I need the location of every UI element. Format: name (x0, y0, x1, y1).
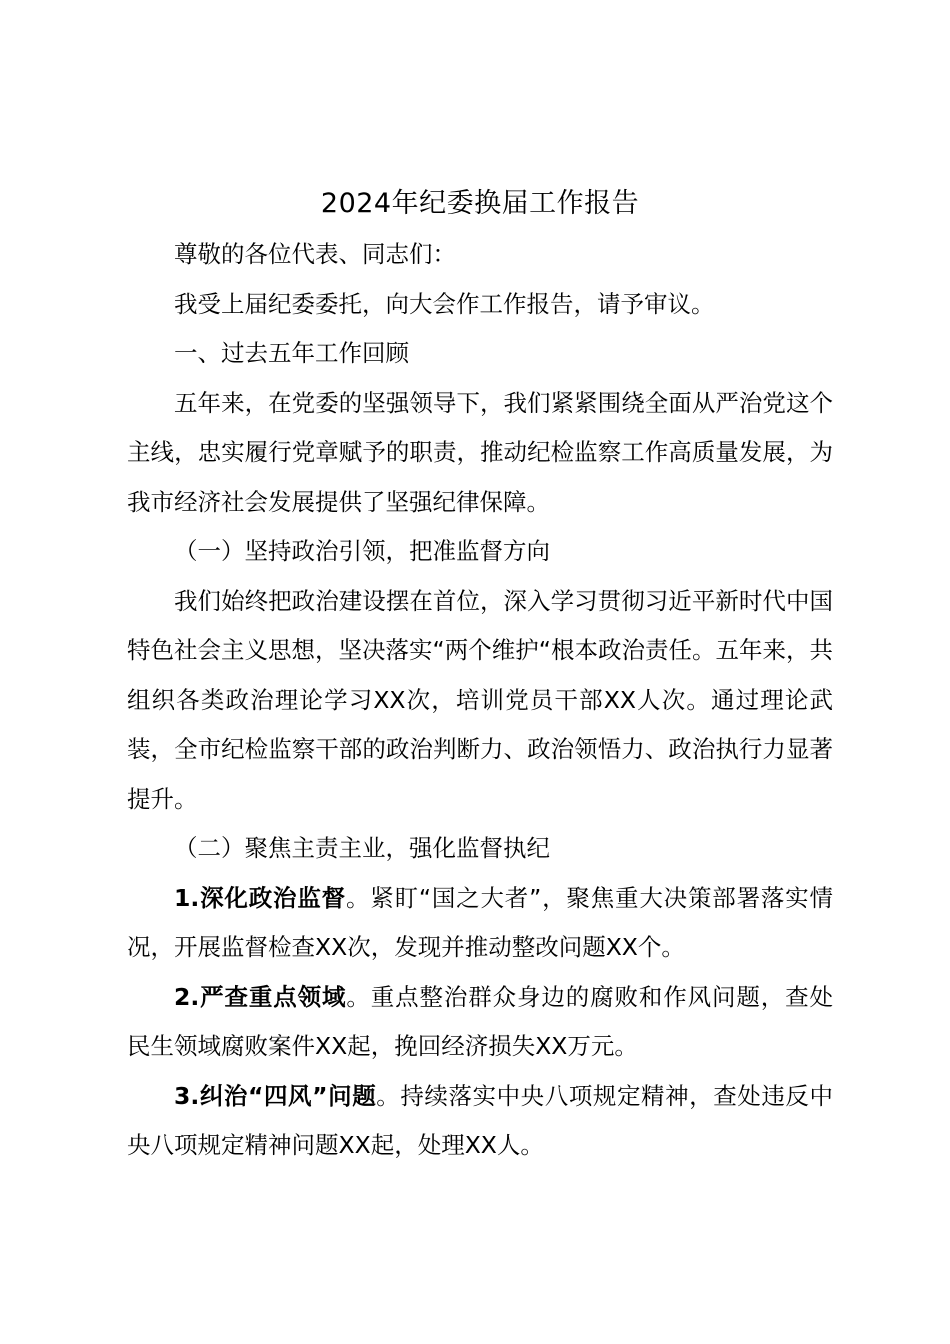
list-item-lead: 3.纠治“四风”问题 (174, 1081, 377, 1110)
list-item-four-winds (127, 1072, 833, 1171)
list-item-lead: 1.深化政治监督 (174, 883, 346, 912)
document-body (127, 184, 833, 1171)
list-item-text: 。紧盯“国之大者”，聚焦重大决策部署落实情况，开展监督检查XX次，发现并推动整改问题XX个。 (127, 883, 833, 961)
document-title: 2024年纪委换届工作报告 (320, 188, 640, 219)
list-item-political-supervision (127, 874, 833, 973)
intro-paragraph: 我受上届纪委委托，向大会作工作报告，请予审议。 (174, 289, 715, 318)
section-heading-review: 一、过去五年工作回顾 (174, 339, 409, 367)
subsection-heading-political-guidance: （一）坚持政治引领，把准监督方向 (174, 537, 550, 565)
subsection-political-guidance-paragraph: 我们始终把政治建设摆在首位，深入学习贯彻习近平新时代中国特色社会主义思想，坚决落实“两个维护“根本政治责任。五年来，共组织各类政治理论学习XX次，培训党员干部XX人次。通过理论武装，全市纪检监察干部的政治判断力、政治领悟力、政治执行力显著提升。 (127, 586, 833, 813)
salutation: 尊敬的各位代表、同志们： (174, 240, 456, 268)
subsection-heading-supervision: （二）聚焦主责主业，强化监督执纪 (174, 834, 550, 862)
section-review-paragraph: 五年来，在党委的坚强领导下，我们紧紧围绕全面从严治党这个主线，忠实履行党章赋予的职责，推动纪检监察工作高质量发展，为我市经济社会发展提供了坚强纪律保障。 (127, 388, 833, 516)
list-item-text: 。持续落实中央八项规定精神，查处违反中央八项规定精神问题XX起，处理XX人。 (127, 1081, 833, 1159)
list-item-lead: 2.严查重点领域 (174, 982, 347, 1011)
list-item-text: 。重点整治群众身边的腐败和作风问题，查处民生领域腐败案件XX起，挽回经济损失XX万元。 (127, 982, 834, 1060)
list-item-key-areas (127, 973, 833, 1072)
